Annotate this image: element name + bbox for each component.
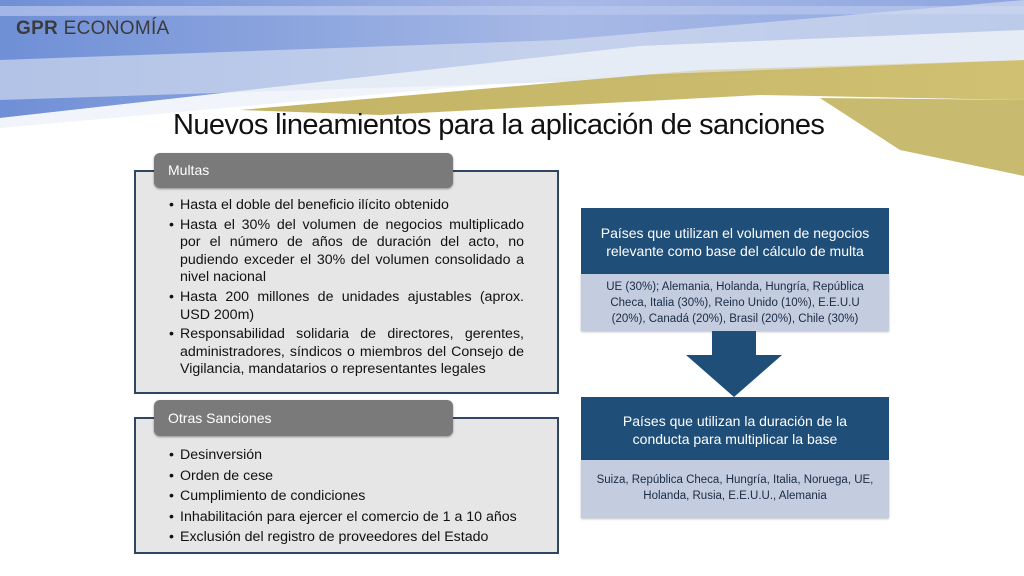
list-item: • Exclusión del registro de proveedores del Estado — [169, 527, 524, 548]
list-item: • Hasta 200 millones de unidades ajustables (aprox. USD 200m) — [169, 289, 524, 324]
volumen-negocios-card — [581, 208, 889, 331]
list-item: • Cumplimiento de condiciones — [169, 486, 524, 507]
brand-logo — [16, 18, 170, 40]
otras-sanciones-list — [169, 445, 524, 548]
brand-bold: GPR — [16, 18, 59, 39]
duracion-conducta-header: Países que utilizan la duración de la conducta para multiplicar la base — [581, 397, 889, 460]
volumen-negocios-body: UE (30%); Alemania, Holanda, Hungría, República Checa, Italia (30%), Reino Unido (10%), E.E.U.U (20%), Canadá (20%), Brasil (20%), Chile (30%) — [581, 274, 889, 331]
down-arrow-icon — [686, 331, 782, 397]
multas-panel — [134, 170, 559, 394]
list-item: • Hasta el 30% del volumen de negocios multiplicado por el número de años de duración del acto, no pudiendo exceder el 30% del volumen consolidado a nivel nacional — [169, 217, 524, 287]
list-item: • Inhabilitación para ejercer el comercio de 1 a 10 años — [169, 507, 524, 528]
otras-sanciones-tab: Otras Sanciones — [154, 400, 453, 436]
page-title: Nuevos lineamientos para la aplicación de sanciones — [173, 109, 825, 141]
list-item: • Hasta el doble del beneficio ilícito obtenido — [169, 197, 524, 215]
duracion-conducta-body: Suiza, República Checa, Hungría, Italia, Noruega, UE, Holanda, Rusia, E.E.U.U., Alemania — [581, 460, 889, 518]
list-item: • Responsabilidad solidaria de directores, gerentes, administradores, síndicos o miembros del Consejo de Vigilancia, mandatarios o representantes legales — [169, 326, 524, 379]
otras-sanciones-panel — [134, 417, 559, 554]
list-item: • Orden de cese — [169, 466, 524, 487]
brand-rest: ECONOMÍA — [58, 18, 170, 39]
duracion-conducta-card — [581, 397, 889, 518]
multas-tab: Multas — [154, 153, 453, 188]
volumen-negocios-header: Países que utilizan el volumen de negocios relevante como base del cálculo de multa — [581, 208, 889, 274]
list-item: • Desinversión — [169, 445, 524, 466]
multas-list — [169, 197, 524, 379]
